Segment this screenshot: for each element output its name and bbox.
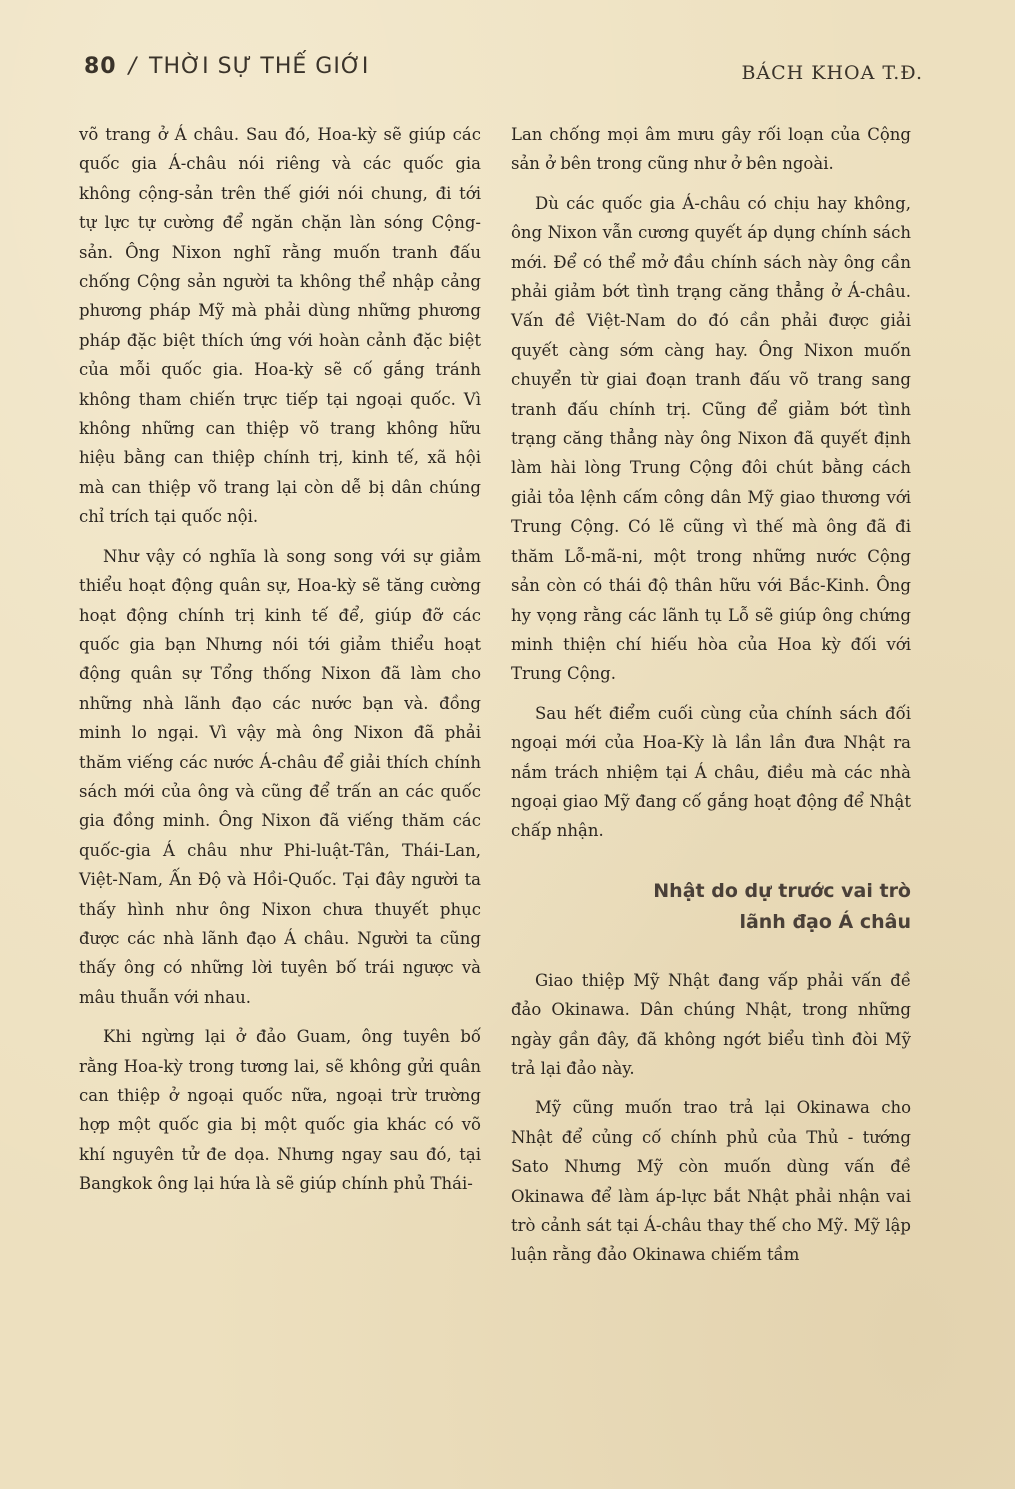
paragraph: võ trang ở Á châu. Sau đó, Hoa-kỳ sẽ giúp các quốc gia Á-châu nói riêng và các quốc gia không cộng-sản trên thế giới nói chung, đi tới tự lực tự cường để ngăn chặn làn sóng Cộng-sản. Ông Nixon nghĩ rằng muốn tranh đấu chống Cộng sản người ta không thể nhập cảng phương pháp Mỹ mà phải dùng những phương pháp đặc biệt thích ứng với hoàn cảnh đặc biệt của mỗi quốc gia. Hoa-kỳ sẽ cố gắng tránh không tham chiến trực tiếp tại ngoại quốc. Vì không những can thiệp võ trang không hữu hiệu bằng can thiệp chính trị, kinh tế, xã hội mà can thiệp võ trang lại còn dễ bị dân chúng chỉ trích tại quốc nội. xyxy=(79,125,481,527)
section-subheading xyxy=(511,876,911,938)
running-head-left xyxy=(84,54,369,79)
paragraph: Lan chống mọi âm mưu gây rối loạn của Cộng sản ở bên trong cũng như ở bên ngoài. xyxy=(511,125,911,174)
section-title: THỜI SỰ THẾ GIỚI xyxy=(149,54,370,79)
subheading-line: lãnh đạo Á châu xyxy=(739,910,911,933)
page-header xyxy=(84,52,923,92)
header-separator: / xyxy=(128,54,138,79)
page-number: 80 xyxy=(84,54,117,79)
publication-name: BÁCH KHOA T.Đ. xyxy=(741,62,923,84)
paragraph: Khi ngừng lại ở đảo Guam, ông tuyên bố rằng Hoa-kỳ trong tương lai, sẽ không gửi quân can thiệp ở ngoại quốc nữa, ngoại trừ trường hợp một quốc gia bị một quốc gia khác có võ khí nguyên tử đe dọa. Nhưng ngay sau đó, tại Bangkok ông lại hứa là sẽ giúp chính phủ Thái- xyxy=(79,1027,481,1194)
paragraph: Sau hết điểm cuối cùng của chính sách đối ngoại mới của Hoa-Kỳ là lần lần đưa Nhật ra nắm trách nhiệm tại Á châu, điều mà các nhà ngoại giao Mỹ đang cố gắng hoạt động để Nhật chấp nhận. xyxy=(511,703,911,841)
right-column xyxy=(511,120,911,1280)
paragraph: Giao thiệp Mỹ Nhật đang vấp phải vấn đề đảo Okinawa. Dân chúng Nhật, trong những ngày gần đây, đã không ngớt biểu tình đòi Mỹ trả lại đảo này. xyxy=(511,970,911,1078)
paragraph: Mỹ cũng muốn trao trả lại Okinawa cho Nhật để củng cố chính phủ của Thủ - tướng Sato Nhưng Mỹ còn muốn dùng vấn đề Okinawa để làm áp-lực bắt Nhật phải nhận vai trò cảnh sát tại Á-châu thay thế cho Mỹ. Mỹ lập luận rằng đảo Okinawa chiếm tầm xyxy=(511,1098,911,1265)
subheading-line: Nhật do dự trước vai trò xyxy=(653,879,911,902)
left-column xyxy=(79,120,481,1209)
paragraph: Như vậy có nghĩa là song song với sự giảm thiểu hoạt động quân sự, Hoa-kỳ sẽ tăng cường hoạt động chính trị kinh tế để, giúp đỡ các quốc gia bạn Nhưng nói tới giảm thiểu hoạt động quân sự Tổng thống Nixon đã làm cho những nhà lãnh đạo các nước bạn và. đồng minh lo ngại. Vì vậy mà ông Nixon đã phải thăm viếng các nước Á-châu để giải thích chính sách mới của ông và cũng để trấn an các quốc gia đồng minh. Ông Nixon đã viếng thăm các quốc-gia Á châu như Phi-luật-Tân, Thái-Lan, Việt-Nam, Ấn Độ và Hồi-Quốc. Tại đây người ta thấy hình như ông Nixon chưa thuyết phục được các nhà lãnh đạo Á châu. Người ta cũng thấy ông có những lời tuyên bố trái ngược và mâu thuẫn với nhau. xyxy=(79,546,481,1007)
paragraph: Dù các quốc gia Á-châu có chịu hay không, ông Nixon vẫn cương quyết áp dụng chính sách mới. Để có thể mở đầu chính sách này ông cần phải giảm bớt tình trạng căng thẳng ở Á-châu. Vấn đề Việt-Nam do đó cần phải được giải quyết càng sớm càng hay. Ông Nixon muốn chuyển từ giai đoạn tranh đấu võ trang sang tranh đấu chính trị. Cũng để giảm bớt tình trạng căng thẳng này ông Nixon đã quyết định làm hài lòng Trung Cộng đôi chút bằng cách giải tỏa lệnh cấm công dân Mỹ giao thương với Trung Cộng. Có lẽ cũng vì thế mà ông đã đi thăm Lỗ-mã-ni, một trong những nước Cộng sản còn có thái độ thân hữu với Bắc-Kinh. Ông hy vọng rằng các lãnh tụ Lỗ sẽ giúp ông chứng minh thiện chí hiếu hòa của Hoa kỳ đối với Trung Cộng. xyxy=(511,193,911,684)
